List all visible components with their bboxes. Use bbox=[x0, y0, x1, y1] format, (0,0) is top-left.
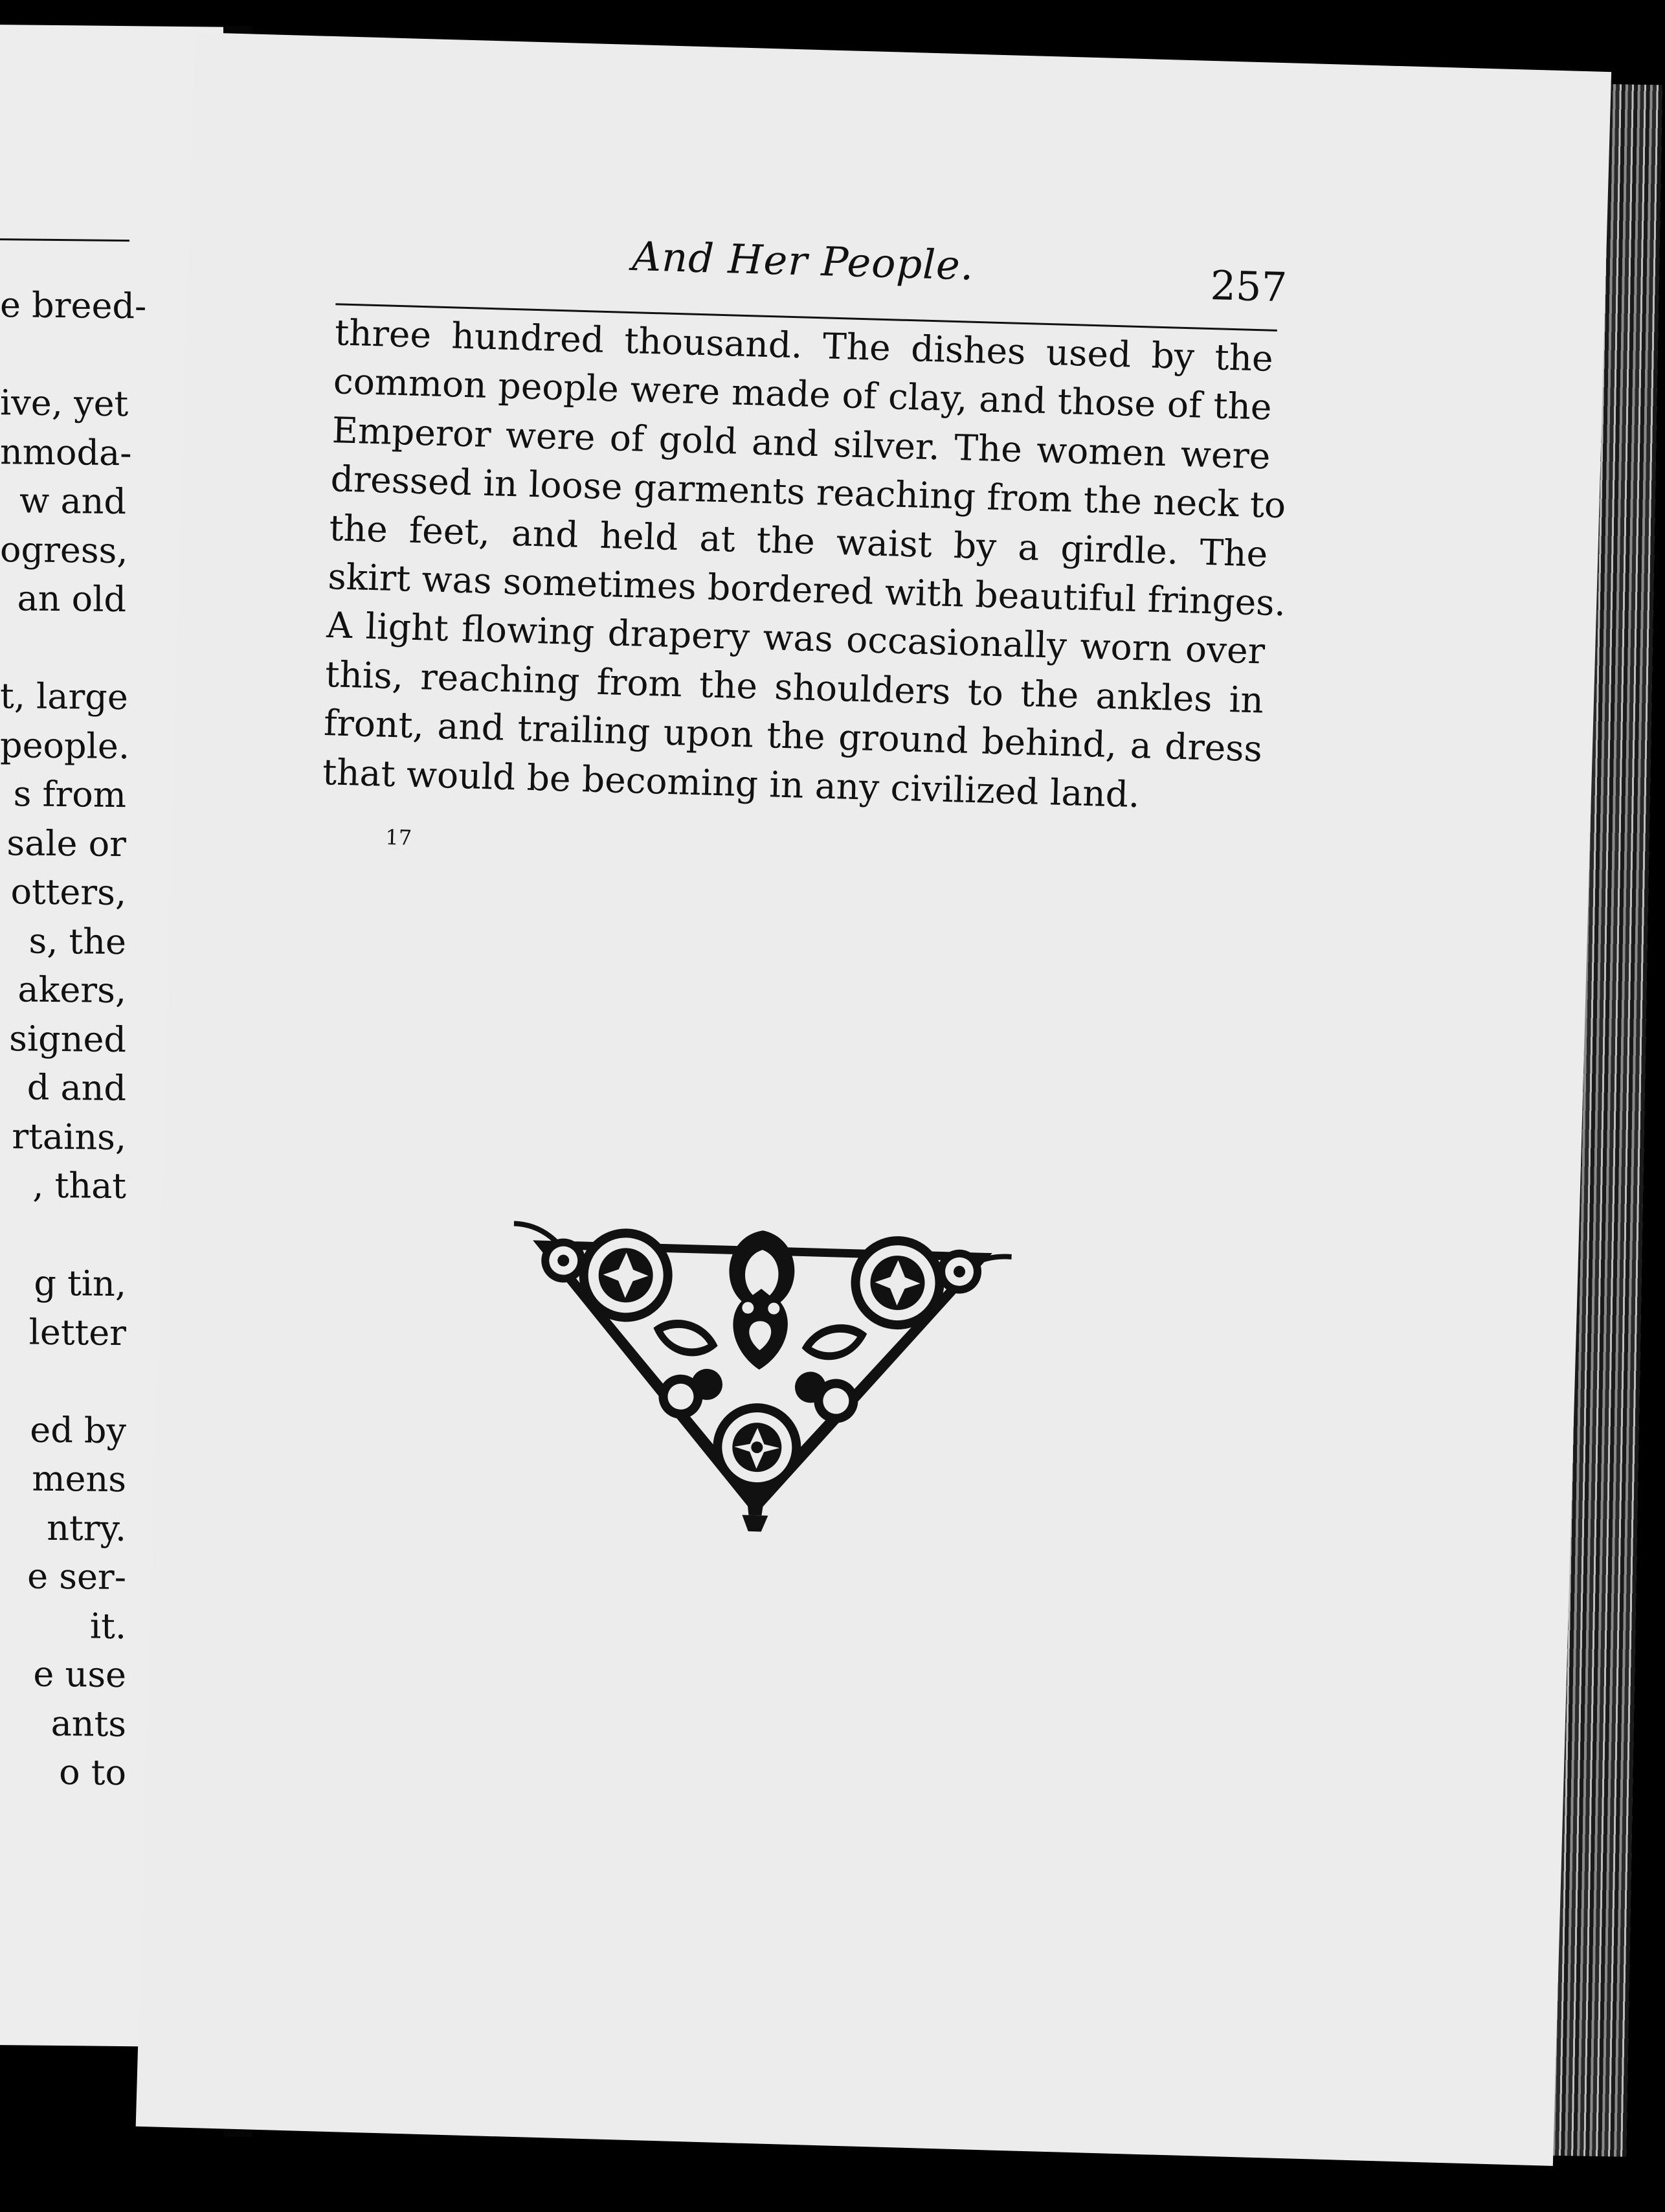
previous-page-line: rtains, bbox=[12, 1115, 126, 1158]
text-line: skirt was sometimes bordered with beautiful fringes. bbox=[327, 556, 1286, 624]
previous-page-line: w and bbox=[19, 480, 126, 523]
previous-page-line: people. bbox=[0, 724, 129, 767]
previous-page-line: , that bbox=[32, 1164, 126, 1207]
running-head: And Her People. bbox=[631, 232, 975, 289]
previous-page-line: s from bbox=[13, 773, 126, 816]
text-line: Emperor were of gold and silver. The women were bbox=[331, 409, 1271, 477]
text-line: this, reaching from the shoulders to the ankles in bbox=[324, 653, 1264, 721]
text-line: common people were made of clay, and those of the bbox=[333, 360, 1273, 429]
previous-page-line: nmoda- bbox=[0, 431, 132, 473]
previous-page-line bbox=[0, 623, 126, 673]
previous-page-header-rule bbox=[0, 238, 129, 242]
previous-page-line bbox=[0, 1356, 126, 1406]
page-number: 257 bbox=[1209, 261, 1288, 311]
previous-page-line: e breed- bbox=[0, 284, 147, 327]
previous-page-line: mens bbox=[32, 1458, 126, 1500]
previous-page-line: ed by bbox=[30, 1409, 126, 1451]
previous-page-line: sale or bbox=[6, 822, 126, 864]
previous-page-line: akers, bbox=[17, 969, 126, 1011]
previous-page-line: otters, bbox=[10, 871, 126, 914]
previous-page-line: s, the bbox=[28, 920, 126, 962]
text-line: three hundred thousand. The dishes used by the bbox=[334, 311, 1274, 379]
text-line: front, and trailing upon the ground behind, a dress bbox=[323, 702, 1263, 770]
text-line: A light flowing drapery was occasionally worn over bbox=[326, 604, 1266, 672]
previous-page-line: ants bbox=[50, 1702, 126, 1744]
previous-page-line: it. bbox=[89, 1605, 126, 1647]
body-text bbox=[322, 308, 1286, 822]
previous-page-line bbox=[0, 330, 126, 380]
previous-page-text bbox=[0, 280, 147, 1798]
previous-page-line: letter bbox=[28, 1311, 126, 1353]
text-line: that would be becoming in any civilized land. bbox=[322, 751, 1141, 815]
signature-mark: 17 bbox=[385, 824, 412, 850]
previous-page-line: ntry. bbox=[47, 1507, 126, 1549]
previous-page-line: g tin, bbox=[34, 1262, 126, 1305]
previous-page-line: t, large bbox=[0, 675, 128, 718]
previous-page-line: o to bbox=[59, 1752, 126, 1794]
previous-page-line: ive, yet bbox=[0, 382, 129, 425]
floral-tailpiece-icon bbox=[506, 1204, 1013, 1542]
text-line: dressed in loose garments reaching from the neck to bbox=[330, 458, 1286, 526]
previous-page-line: an old bbox=[17, 578, 126, 620]
text-line: the feet, and held at the waist by a girdle. The bbox=[328, 506, 1269, 575]
previous-page-line: ogress, bbox=[0, 528, 128, 571]
book-page bbox=[136, 32, 1611, 2166]
previous-page-line: e use bbox=[33, 1653, 126, 1696]
previous-page-line: e ser- bbox=[27, 1555, 126, 1598]
previous-page-line: d and bbox=[27, 1066, 126, 1109]
previous-page-line: signed bbox=[9, 1017, 126, 1060]
previous-page-line bbox=[0, 1210, 126, 1260]
